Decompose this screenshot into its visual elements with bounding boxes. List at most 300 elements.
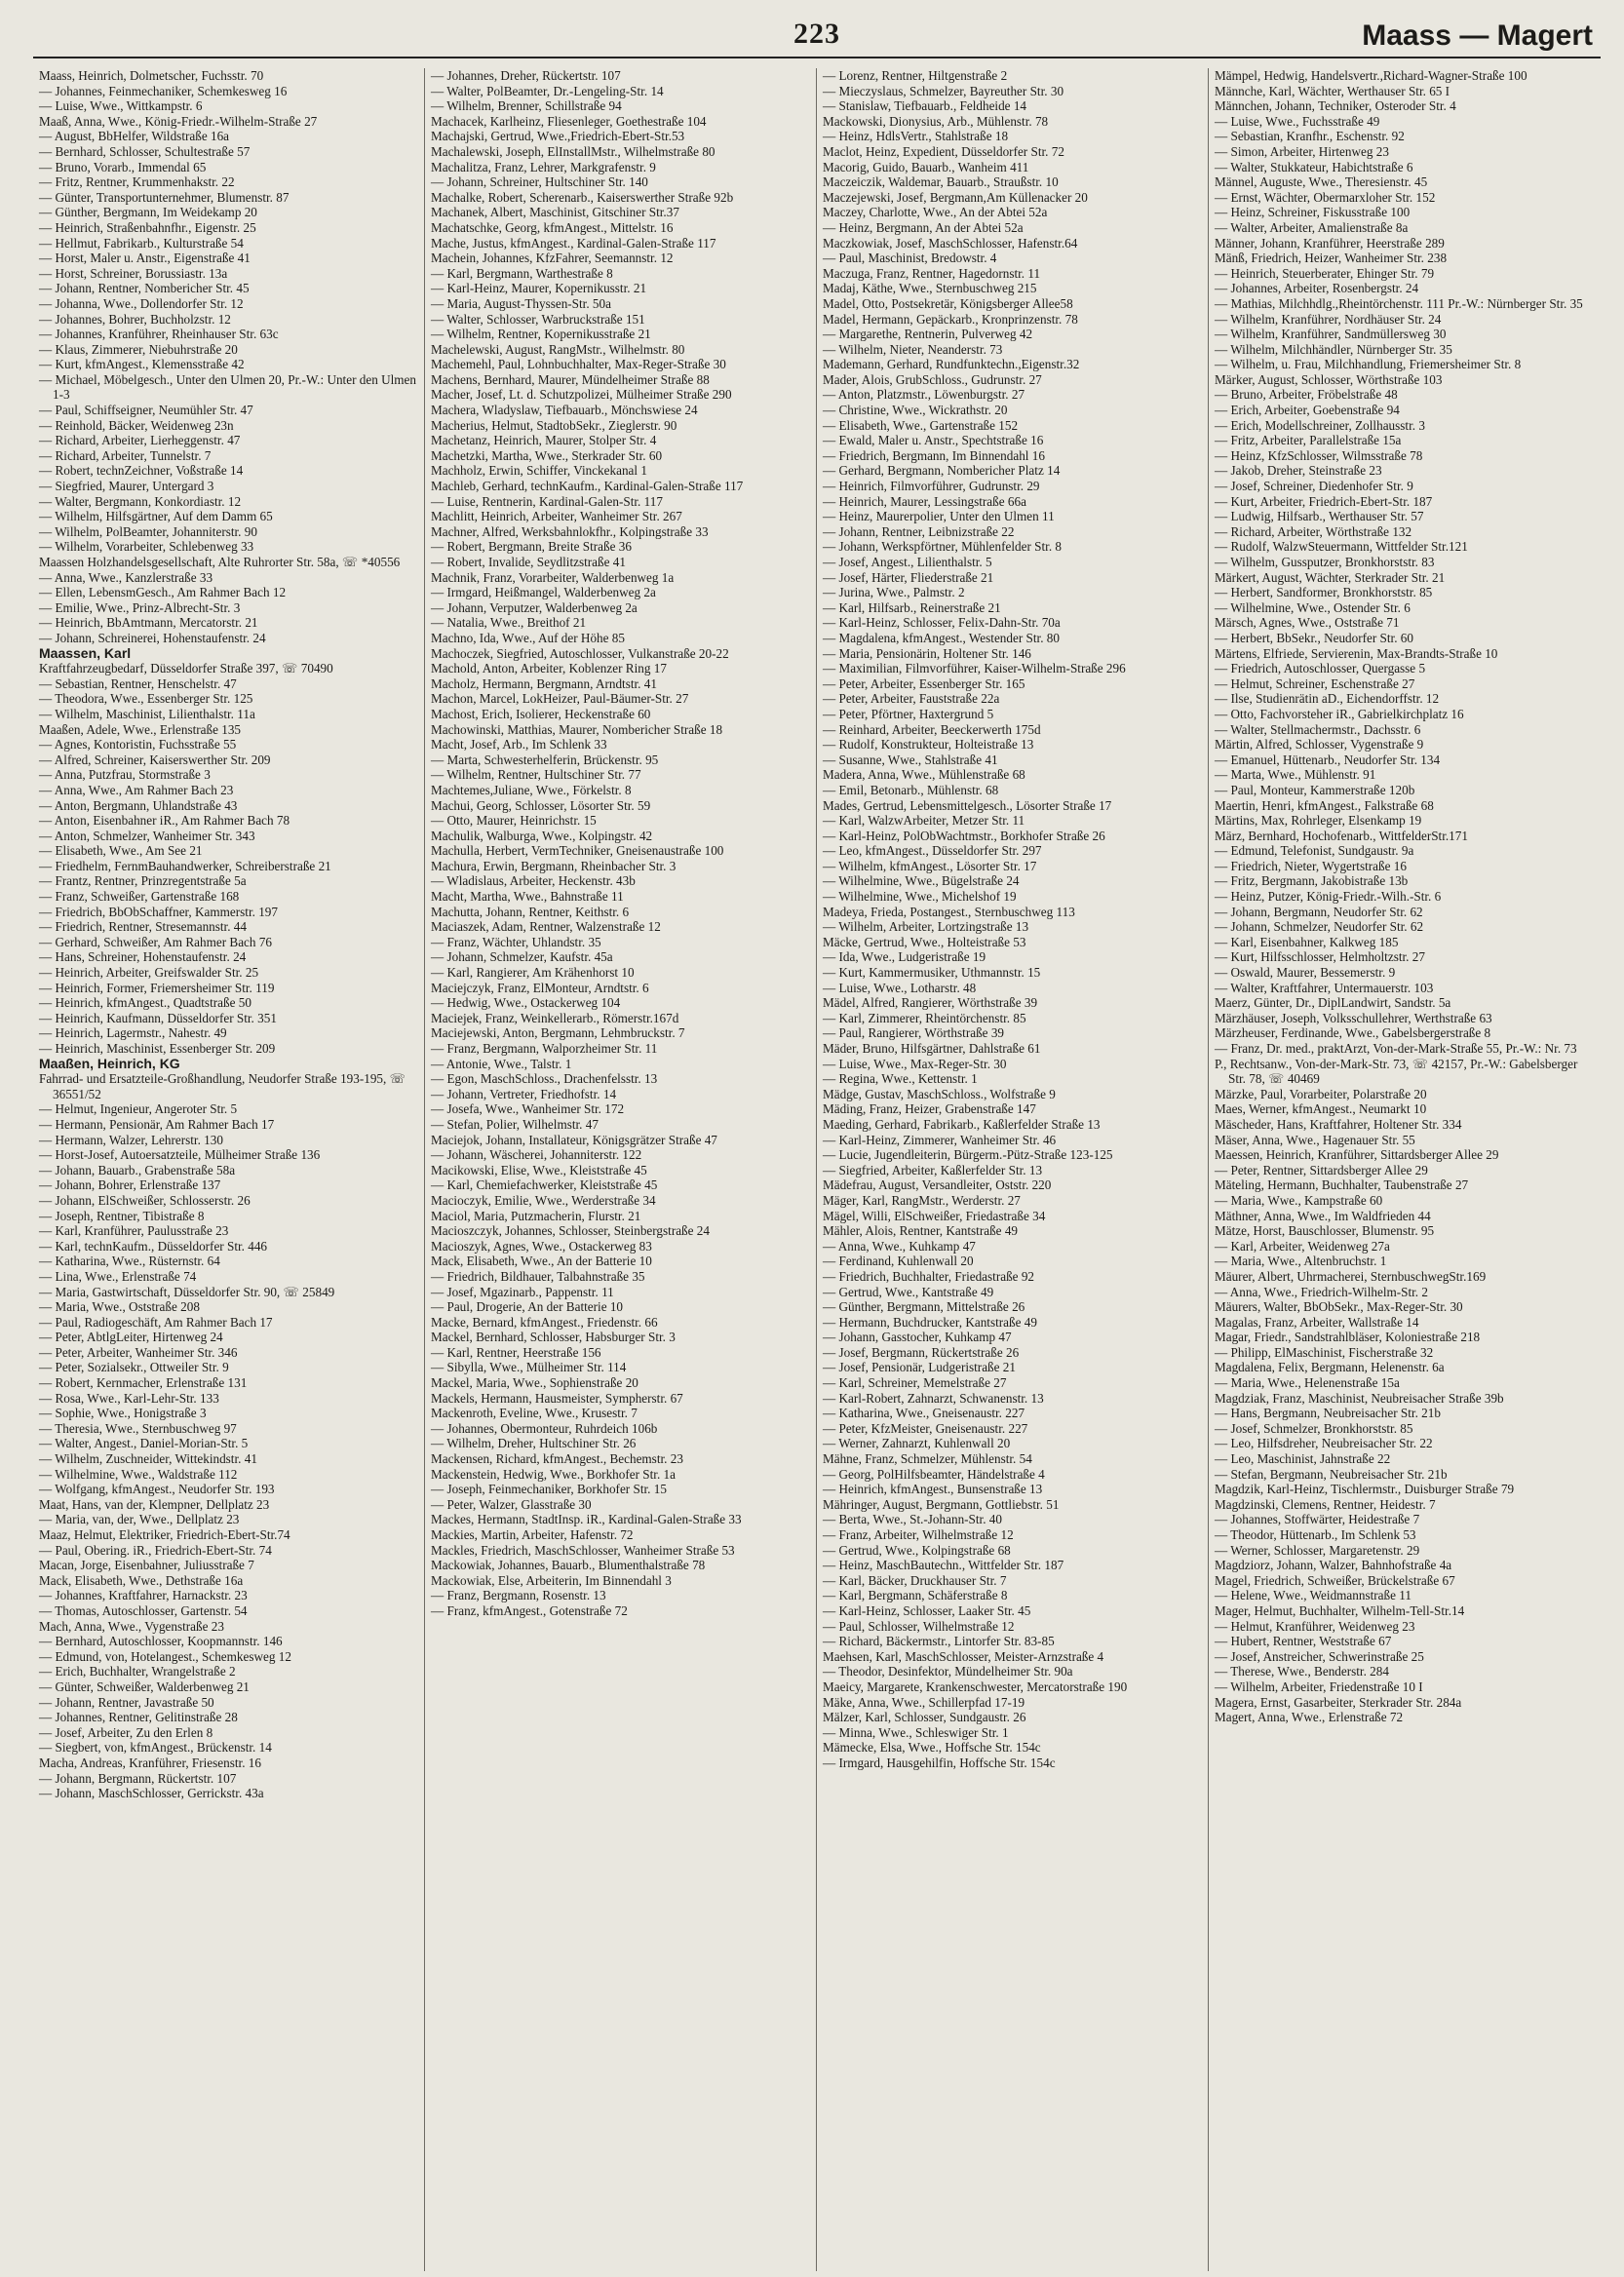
directory-entry: — Heinrich, Straßenbahnfhr., Eigenstr. 25 [39,219,256,235]
directory-entry: — Berta, Wwe., St.-Johann-Str. 40 [823,1512,1002,1527]
directory-entry: — Peter, KfzMeister, Gneisenaustr. 227 [823,1420,1028,1436]
directory-entry: — Wilhelm, Rentner, Kopernikusstraße 21 [431,327,651,342]
directory-entry: — Peter, Walzer, Glasstraße 30 [431,1496,592,1512]
directory-entry: — Wilhelm, kfmAngest., Lösorter Str. 17 [823,858,1037,873]
directory-entry: Maassen Holzhandelsgesellschaft, Alte Ruhrorter Str. 58a, ☏ *40556 [39,555,401,569]
directory-entry: Machlitt, Heinrich, Arbeiter, Wanheimer Str. 267 [431,509,682,524]
directory-entry: — Günter, Transportunternehmer, Blumenstr. 87 [39,189,290,205]
directory-entry: — Bruno, Vorarb., Immendal 65 [39,159,207,174]
directory-entry: — Ernst, Wächter, Obermarxloher Str. 152 [1215,189,1436,205]
directory-entry: — Leo, Hilfsdreher, Neubreisacher Str. 22 [1215,1436,1433,1451]
directory-entry: Magdziorz, Johann, Walzer, Bahnhofstraße 4a [1215,1558,1452,1573]
directory-entry: — Rudolf, Konstrukteur, Holteistraße 13 [823,737,1034,753]
directory-entry: — Robert, technZeichner, Voßstraße 14 [39,463,244,479]
directory-entry: — Josef, Schmelzer, Bronkhorststr. 85 [1215,1420,1413,1436]
directory-entry: Magdzinski, Clemens, Rentner, Heidestr. 7 [1215,1496,1436,1512]
directory-entry: — Franz, Schweißer, Gartenstraße 168 [39,889,240,905]
directory-entry: Madel, Otto, Postsekretär, Königsberger Allee58 [823,295,1073,311]
running-head: Maass — Magert [1362,19,1593,52]
directory-entry: Maczejewski, Josef, Bergmann,Am Küllenacker 20 [823,189,1088,205]
directory-entry: Maat, Hans, van der, Klempner, Dellplatz 23 [39,1496,270,1512]
directory-entry: Machalke, Robert, Scherenarb., Kaiserswerther Straße 92b [431,189,734,205]
directory-entry: Machoczek, Siegfried, Autoschlosser, Vulkanstraße 20-22 [431,645,729,661]
directory-entry: — Johannes, Arbeiter, Rosenbergstr. 24 [1215,281,1419,296]
directory-entry: — Johann, Schmelzer, Neudorfer Str. 62 [1215,919,1424,935]
directory-entry: Machnik, Franz, Vorarbeiter, Walderbenweg 1a [431,569,675,585]
directory-entry: — Peter, Arbeiter, Essenberger Str. 165 [823,675,1025,691]
directory-entry: Mackensen, Richard, kfmAngest., Bechemstr. 23 [431,1451,683,1467]
directory-entry: — Johann, Schreinerei, Hohenstaufenstr. 24 [39,630,266,645]
directory-entry: Mackowiak, Else, Arbeiterin, Im Binnendahl 3 [431,1572,672,1588]
directory-entry: Machno, Ida, Wwe., Auf der Höhe 85 [431,630,625,645]
directory-entry: Mäurers, Walter, BbObSekr., Max-Reger-Str. 30 [1215,1299,1463,1315]
directory-entry: — Wilhelm, Gussputzer, Bronkhorststr. 83 [1215,555,1435,569]
directory-entry: — Elisabeth, Wwe., Gartenstraße 152 [823,417,1019,433]
directory-entry: — Oswald, Maurer, Bessemerstr. 9 [1215,965,1396,981]
directory-entry: — Karl, technKaufm., Düsseldorfer Str. 446 [39,1238,268,1254]
directory-entry: — Johann, Bergmann, Neudorfer Str. 62 [1215,904,1423,919]
directory-entry: — Paul, Monteur, Kammerstraße 120b [1215,782,1415,797]
page-header [33,18,1601,58]
directory-entry: Maciejewski, Anton, Bergmann, Lehmbruckstr. 7 [431,1025,685,1041]
directory-entry: — Karl-Heinz, Schlosser, Felix-Dahn-Str. 70a [823,615,1061,631]
directory-entry: — Siegfried, Arbeiter, Kaßlerfelder Str. 13 [823,1162,1043,1177]
directory-entry: — Ferdinand, Kuhlenwall 20 [823,1254,974,1269]
directory-entry: Männche, Karl, Wächter, Werthauser Str. 65 I [1215,83,1450,98]
directory-entry: — Günter, Schweißer, Walderbenweg 21 [39,1679,250,1694]
directory-entry: Märtens, Elfriede, Servierenin, Max-Brandts-Straße 10 [1215,645,1498,661]
directory-column-4 [1209,68,1601,2271]
directory-entry: — Karl-Heinz, Schlosser, Laaker Str. 45 [823,1602,1031,1618]
directory-entry: — Heinz, MaschBautechn., Wittfelder Str. 187 [823,1558,1064,1573]
directory-entry: — Johann, Bergmann, Rückertstr. 107 [39,1770,237,1786]
directory-entry: Mänß, Friedrich, Heizer, Wanheimer Str. 238 [1215,251,1448,266]
directory-entry: — Karl, Hilfsarb., Reinerstraße 21 [823,599,1001,615]
directory-entry: — Anna, Putzfrau, Stormstraße 3 [39,767,211,783]
directory-entry: Maerz, Günter, Dr., DiplLandwirt, Sandstr. 5a [1215,995,1451,1011]
directory-entry: — Richard, Bäckermstr., Lintorfer Str. 83-85 [823,1634,1055,1649]
page-number: 223 [793,18,840,50]
directory-entry: Madera, Anna, Wwe., Mühlenstraße 68 [823,767,1025,783]
directory-entry: — Ludwig, Hilfsarb., Werthauser Str. 57 [1215,509,1424,524]
directory-entry: — Stanislaw, Tiefbauarb., Feldheide 14 [823,98,1027,114]
directory-entry: — Walter, Bergmann, Konkordiastr. 12 [39,493,242,509]
directory-entry: Magel, Friedrich, Schweißer, Brückelstraße 67 [1215,1572,1455,1588]
directory-entry: — Heinrich, Filmvorführer, Gudrunstr. 29 [823,479,1040,494]
directory-entry: Machutta, Johann, Rentner, Keithstr. 6 [431,904,630,919]
directory-entry: Mackels, Hermann, Hausmeister, Sympherstr. 67 [431,1390,683,1406]
directory-entry: Mackel, Bernhard, Schlosser, Habsburger Str. 3 [431,1330,676,1345]
directory-entry: Machulik, Walburga, Wwe., Kolpingstr. 42 [431,828,653,843]
directory-entry: — Georg, PolHilfsbeamter, Händelstraße 4 [823,1466,1045,1482]
directory-entry: — Franz, Dr. med., praktArzt, Von-der-Mark-Straße 55, Pr.-W.: Nr. 73 [1215,1041,1577,1056]
directory-entry: — Bernhard, Autoschlosser, Koopmannstr. 146 [39,1634,283,1649]
directory-entry: Mäke, Anna, Wwe., Schillerpfad 17-19 [823,1694,1025,1710]
directory-entry: Machera, Wladyslaw, Tiefbauarb., Mönchswiese 24 [431,403,698,418]
directory-columns [33,68,1601,2271]
directory-entry: — Kurt, Hilfsschlosser, Helmholtzstr. 27 [1215,949,1425,965]
directory-entry: — Johann, Bohrer, Erlenstraße 137 [39,1177,221,1193]
directory-entry: — Reinhold, Bäcker, Weidenweg 23n [39,417,234,433]
directory-entry: — Wilhelm, Maschinist, Lilienthalstr. 11a [39,706,255,721]
directory-entry: — Helmut, Schreiner, Eschenstraße 27 [1215,675,1415,691]
directory-entry: Mader, Alois, GrubSchloss., Gudrunstr. 27 [823,371,1042,387]
directory-entry: Macorig, Guido, Bauarb., Wanheim 411 [823,159,1029,174]
directory-entry: — Karl, WalzwArbeiter, Metzer Str. 11 [823,813,1025,829]
directory-entry: — Karl, Bäcker, Druckhauser Str. 7 [823,1572,1007,1588]
directory-entry: Maaßen, Adele, Wwe., Erlenstraße 135 [39,721,242,737]
directory-entry: — Paul, Radiogeschäft, Am Rahmer Bach 17 [39,1314,273,1330]
directory-entry: — Paul, Schiffseigner, Neumühler Str. 47 [39,403,253,418]
directory-entry: — Friedrich, Autoschlosser, Quergasse 5 [1215,661,1426,676]
directory-entry: Mädefrau, August, Versandleiter, Oststr. 220 [823,1177,1052,1193]
directory-entry: Machleb, Gerhard, technKaufm., Kardinal-Galen-Straße 117 [431,479,744,494]
directory-entry: — Herbert, Sandformer, Bronkhorststr. 85 [1215,585,1433,600]
directory-entry: — Karl, Eisenbahner, Kalkweg 185 [1215,934,1399,949]
directory-entry: — Peter, Arbeiter, Wanheimer Str. 346 [39,1344,238,1360]
directory-entry: Maessen, Heinrich, Kranführer, Sittardsberger Allee 29 [1215,1147,1499,1163]
directory-entry: — Franz, Bergmann, Rosenstr. 13 [431,1588,606,1603]
directory-entry: Mack, Elisabeth, Wwe., Dethstraße 16a [39,1572,244,1588]
directory-entry: — Josef, Pensionär, Ludgeristraße 21 [823,1360,1016,1375]
directory-entry: — Walter, Kraftfahrer, Untermauerstr. 103 [1215,980,1434,995]
directory-entry: Maaß, Anna, Wwe., König-Friedr.-Wilhelm-Straße 27 [39,113,318,129]
directory-entry: Magalas, Franz, Arbeiter, Wallstraße 14 [1215,1314,1419,1330]
directory-entry: — Alfred, Schreiner, Kaiserswerther Str. 209 [39,752,271,767]
directory-entry: — Josef, Anstreicher, Schwerinstraße 25 [1215,1648,1424,1664]
directory-entry: — Peter, Rentner, Sittardsberger Allee 29 [1215,1162,1428,1177]
directory-entry: — Karl, Rentner, Heerstraße 156 [431,1344,601,1360]
directory-entry: Mackies, Martin, Arbeiter, Hafenstr. 72 [431,1527,634,1542]
directory-entry: — Maria, Gastwirtschaft, Düsseldorfer Str. 90, ☏ 25849 [39,1284,335,1299]
directory-entry: — Michael, Möbelgesch., Unter den Ulmen 20, Pr.-W.: Unter den Ulmen 1-3 [39,371,416,403]
directory-entry: — Horst-Josef, Autoersatzteile, Mülheimer Straße 136 [39,1147,321,1163]
directory-entry: Machetzki, Martha, Wwe., Sterkrader Str. 60 [431,447,663,463]
directory-entry: Maass, Heinrich, Dolmetscher, Fuchsstr. 70 [39,68,264,83]
directory-entry: — Friedrich, Nieter, Wygertstraße 16 [1215,858,1407,873]
directory-entry: — Johann, Vertreter, Friedhofstr. 14 [431,1086,617,1101]
directory-entry: Machholz, Erwin, Schiffer, Vinckekanal 1 [431,463,647,479]
directory-entry: — Johannes, Stoffwärter, Heidestraße 7 [1215,1512,1420,1527]
directory-entry: Machelewski, August, RangMstr., Wilhelmstr. 80 [431,341,685,357]
directory-entry: Maes, Werner, kfmAngest., Neumarkt 10 [1215,1101,1427,1117]
directory-entry: — Günther, Bergmann, Im Weidekamp 20 [39,205,257,220]
directory-entry: Macha, Andreas, Kranführer, Friesenstr. 16 [39,1755,261,1770]
directory-entry: Maciejek, Franz, Weinkellerarb., Römerstr.167d [431,1010,679,1025]
directory-entry: — Johann, Schmelzer, Kaufstr. 45a [431,949,613,965]
directory-entry: — Karl, Bergmann, Schäferstraße 8 [823,1588,1008,1603]
directory-entry: — Anna, Wwe., Kanzlerstraße 33 [39,569,213,585]
directory-entry: — Friedrich, Bildhauer, Talbahnstraße 35 [431,1268,645,1284]
directory-entry: — Wilhelm, Brenner, Schillstraße 94 [431,98,622,114]
directory-entry: — Heinz, HdlsVertr., Stahlstraße 18 [823,129,1009,144]
directory-entry: Maclot, Heinz, Expedient, Düsseldorfer Str. 72 [823,143,1064,159]
directory-entry: — Richard, Arbeiter, Lierheggenstr. 47 [39,433,241,448]
directory-entry: — Emilie, Wwe., Prinz-Albrecht-Str. 3 [39,599,241,615]
directory-entry: — Marta, Wwe., Mühlenstr. 91 [1215,767,1376,783]
directory-entry: — Heinrich, Steuerberater, Ehinger Str. 79 [1215,265,1435,281]
directory-entry: — Wilhelm, Hilfsgärtner, Auf dem Damm 65 [39,509,273,524]
directory-entry: — Heinz, Schreiner, Fiskusstraße 100 [1215,205,1411,220]
directory-entry: — Helmut, Ingenieur, Angeroter Str. 5 [39,1101,238,1117]
directory-entry: — Leo, Maschinist, Jahnstraße 22 [1215,1451,1391,1467]
directory-entry: — Johannes, Dreher, Rückertstr. 107 [431,68,621,83]
directory-entry: — Theodor, Hüttenarb., Im Schlenk 53 [1215,1527,1416,1542]
directory-entry: — Hermann, Walzer, Lehrerstr. 130 [39,1132,223,1147]
directory-entry: — Karl, Chemiefachwerker, Kleiststraße 45 [431,1177,658,1193]
directory-entry: Märkert, August, Wächter, Sterkrader Str. 21 [1215,569,1446,585]
directory-entry: Mäser, Anna, Wwe., Hagenauer Str. 55 [1215,1132,1415,1147]
directory-entry: — Egon, MaschSchloss., Drachenfelsstr. 13 [431,1071,658,1087]
directory-entry: — Johann, Rentner, Javastraße 50 [39,1694,214,1710]
directory-entry: Maczeiczik, Waldemar, Bauarb., Straußstr. 10 [823,174,1059,190]
directory-entry: Magdziak, Franz, Maschinist, Neubreisacher Straße 39b [1215,1390,1504,1406]
directory-entry: Märtins, Max, Rohrleger, Elsenkamp 19 [1215,813,1422,829]
directory-entry: Märtin, Alfred, Schlosser, Vygenstraße 9 [1215,737,1424,753]
directory-entry: — Edmund, Telefonist, Sundgaustr. 9a [1215,843,1414,859]
directory-entry: — Heinz, Putzer, König-Friedr.-Wilh.-Str. 6 [1215,889,1442,905]
directory-entry: Mähler, Alois, Rentner, Kantstraße 49 [823,1223,1019,1239]
directory-entry: Maehsen, Karl, MaschSchlosser, Meister-Arnzstraße 4 [823,1648,1104,1664]
directory-entry: — Katharina, Wwe., Rüsternstr. 64 [39,1254,220,1269]
directory-entry: Mackles, Friedrich, MaschSchlosser, Wanheimer Straße 53 [431,1542,735,1558]
directory-entry: — Johann, Werkspförtner, Mühlenfelder Str. 8 [823,539,1063,555]
directory-entry: — Anna, Wwe., Am Rahmer Bach 23 [39,782,234,797]
directory-entry: — Hans, Bergmann, Neubreisacher Str. 21b [1215,1406,1441,1421]
directory-entry: — Wilhelmine, Wwe., Ostender Str. 6 [1215,599,1411,615]
directory-entry: — Horst, Schreiner, Borussiastr. 13a [39,265,228,281]
directory-entry: — Josef, Härter, Fliederstraße 21 [823,569,994,585]
directory-column-1 [33,68,425,2271]
directory-entry: — Werner, Zahnarzt, Kuhlenwall 20 [823,1436,1011,1451]
directory-entry: Mademann, Gerhard, Rundfunktechn.,Eigenstr.32 [823,357,1080,372]
directory-entry: — Paul, Maschinist, Bredowstr. 4 [823,251,997,266]
directory-entry: — Lorenz, Rentner, Hiltgenstraße 2 [823,68,1008,83]
directory-entry: Männer, Johann, Kranführer, Heerstraße 289 [1215,235,1445,251]
directory-entry: — Mieczyslaus, Schmelzer, Bayreuther Str. 30 [823,83,1064,98]
directory-entry: — Josef, Angest., Lilienthalstr. 5 [823,555,992,569]
directory-entry: Mämecke, Elsa, Wwe., Hoffsche Str. 154c [823,1740,1041,1756]
directory-entry: Macan, Jorge, Eisenbahner, Juliusstraße 7 [39,1558,254,1573]
directory-entry: — Luise, Wwe., Fuchsstraße 49 [1215,113,1380,129]
directory-entry: Mäder, Bruno, Hilfsgärtner, Dahlstraße 61 [823,1041,1041,1056]
directory-entry: — Therese, Wwe., Benderstr. 284 [1215,1664,1389,1679]
directory-entry: Machon, Marcel, LokHeizer, Paul-Bäumer-Str. 27 [431,691,689,707]
directory-entry: — Philipp, ElMaschinist, Fischerstraße 32 [1215,1344,1434,1360]
directory-entry: Mälzer, Karl, Schlosser, Sundgaustr. 26 [823,1710,1026,1725]
directory-entry: — Emil, Betonarb., Mühlenstr. 68 [823,782,999,797]
directory-entry: Maciejczyk, Franz, ElMonteur, Arndtstr. 6 [431,980,649,995]
directory-entry: — Josef, Bergmann, Rückertstraße 26 [823,1344,1020,1360]
directory-heading: Maassen, Karl [39,644,132,661]
directory-entry: — Erich, Modellschreiner, Zollhausstr. 3 [1215,417,1425,433]
directory-entry: — Johann, Schreiner, Hultschiner Str. 140 [431,174,648,190]
directory-entry: — Sophie, Wwe., Honigstraße 3 [39,1406,207,1421]
directory-entry: — Karl, Bergmann, Warthestraße 8 [431,265,613,281]
directory-entry: Machtemes,Juliane, Wwe., Förkelstr. 8 [431,782,632,797]
directory-entry: — Lina, Wwe., Erlenstraße 74 [39,1268,197,1284]
directory-entry: — Bernhard, Schlosser, Schultestraße 57 [39,143,251,159]
directory-entry: — Ellen, LebensmGesch., Am Rahmer Bach 12 [39,585,287,600]
directory-entry: Machens, Bernhard, Maurer, Mündelheimer Straße 88 [431,371,710,387]
directory-entry: — Walter, Angest., Daniel-Morian-Str. 5 [39,1436,249,1451]
directory-entry: Maertin, Henri, kfmAngest., Falkstraße 68 [1215,797,1434,813]
directory-entry: Maeicy, Margarete, Krankenschwester, Mercatorstraße 190 [823,1679,1128,1694]
directory-entry: — Margarethe, Rentnerin, Pulverweg 42 [823,327,1033,342]
directory-entry: Mades, Gertrud, Lebensmittelgesch., Lösorter Straße 17 [823,797,1112,813]
directory-entry: — Irmgard, Hausgehilfin, Hoffsche Str. 154c [823,1755,1056,1770]
directory-entry: — Johannes, Feinmechaniker, Schemkesweg 16 [39,83,288,98]
directory-entry: Mädge, Gustav, MaschSchloss., Wolfstraße 9 [823,1086,1056,1101]
directory-entry: — Walter, Stukkateur, Habichtstraße 6 [1215,159,1413,174]
directory-entry: — Fritz, Arbeiter, Parallelstraße 15a [1215,433,1402,448]
directory-entry: — Bruno, Arbeiter, Fröbelstraße 48 [1215,387,1398,403]
directory-entry: — Joseph, Rentner, Tibistraße 8 [39,1208,205,1223]
directory-entry: — Richard, Arbeiter, Tunnelstr. 7 [39,447,212,463]
directory-entry: Machner, Alfred, Werksbahnlokfhr., Kolpingstraße 33 [431,523,709,539]
directory-entry: Mäthner, Anna, Wwe., Im Waldfrieden 44 [1215,1208,1431,1223]
directory-entry: Mähne, Franz, Schmelzer, Mühlenstr. 54 [823,1451,1032,1467]
directory-entry: — Kurt, Arbeiter, Friedrich-Ebert-Str. 187 [1215,493,1433,509]
directory-entry: — Heinrich, Kaufmann, Düsseldorfer Str. 351 [39,1010,277,1025]
directory-entry: — Robert, Invalide, Seydlitzstraße 41 [431,555,626,569]
directory-entry: Maczey, Charlotte, Wwe., An der Abtei 52a [823,205,1048,220]
directory-entry: Magdalena, Felix, Bergmann, Helenenstr. 6a [1215,1360,1445,1375]
directory-entry: — Luise, Wwe., Wittkampstr. 6 [39,98,203,114]
directory-entry: — Heinrich, Former, Friemersheimer Str. 119 [39,980,275,995]
directory-entry: — Erich, Arbeiter, Goebenstraße 94 [1215,403,1400,418]
directory-entry: Märzke, Paul, Vorarbeiter, Polarstraße 20 [1215,1086,1427,1101]
directory-entry: Kraftfahrzeugbedarf, Düsseldorfer Straße 397, ☏ 70490 [39,661,333,676]
directory-entry: — Robert, Bergmann, Breite Straße 36 [431,539,632,555]
directory-entry: Mache, Justus, kfmAngest., Kardinal-Galen-Straße 117 [431,235,716,251]
directory-entry: — Wilhelm, Zuschneider, Wittekindstr. 41 [39,1451,257,1467]
directory-entry: — Fritz, Rentner, Krummenhakstr. 22 [39,174,235,190]
directory-entry: — Peter, Arbeiter, Fauststraße 22a [823,691,1000,707]
directory-entry: — Karl, Rangierer, Am Krähenhorst 10 [431,965,635,981]
directory-entry: — Maria, Wwe., Altenbruchstr. 1 [1215,1254,1387,1269]
directory-entry: — Hubert, Rentner, Weststraße 67 [1215,1634,1392,1649]
directory-entry: Machatschke, Georg, kfmAngest., Mittelstr. 16 [431,219,674,235]
directory-entry: — Stefan, Polier, Wilhelmstr. 47 [431,1116,599,1132]
directory-entry: — Franz, Arbeiter, Wilhelmstraße 12 [823,1527,1014,1542]
directory-entry: — Klaus, Zimmerer, Niebuhrstraße 20 [39,341,238,357]
directory-entry: — Siegbert, von, kfmAngest., Brückenstr. 14 [39,1740,272,1756]
directory-entry: — Marta, Schwesterhelferin, Brückenstr. 95 [431,752,659,767]
directory-entry: Machajski, Gertrud, Wwe.,Friedrich-Ebert-Str.53 [431,129,685,144]
directory-entry: — Walter, Schlosser, Warbruckstraße 151 [431,311,645,327]
directory-entry: — Regina, Wwe., Kettenstr. 1 [823,1071,978,1087]
directory-entry: Macholz, Hermann, Bergmann, Arndtstr. 41 [431,675,657,691]
directory-entry: — Heinz, Bergmann, An der Abtei 52a [823,219,1024,235]
directory-entry: Machacek, Karlheinz, Fliesenleger, Goethestraße 104 [431,113,707,129]
directory-entry: — Katharina, Wwe., Gneisenaustr. 227 [823,1406,1025,1421]
directory-entry: — Helene, Wwe., Weidmannstraße 11 [1215,1588,1411,1603]
directory-entry: Mackowiak, Johannes, Bauarb., Blumenthalstraße 78 [431,1558,706,1573]
directory-entry: — Johannes, Kraftfahrer, Harnackstr. 23 [39,1588,248,1603]
directory-entry: — Christine, Wwe., Wickrathstr. 20 [823,403,1008,418]
directory-entry: — Sibylla, Wwe., Mülheimer Str. 114 [431,1360,627,1375]
directory-entry: — Friedrich, Buchhalter, Friedastraße 92 [823,1268,1035,1284]
directory-entry: Macht, Martha, Wwe., Bahnstraße 11 [431,889,624,905]
directory-entry: — Friedhelm, FernmBauhandwerker, Schreiberstraße 21 [39,858,331,873]
directory-entry: — Karl, Arbeiter, Weidenweg 27a [1215,1238,1390,1254]
directory-entry: — Lucie, Jugendleiterin, Bürgerm.-Pütz-Straße 123-125 [823,1147,1113,1163]
directory-entry: — Josef, Arbeiter, Zu den Erlen 8 [39,1724,213,1740]
directory-entry: — Hermann, Buchdrucker, Kantstraße 49 [823,1314,1037,1330]
directory-entry: — Sebastian, Rentner, Henschelstr. 47 [39,675,237,691]
directory-entry: — Anton, Schmelzer, Wanheimer Str. 343 [39,828,255,843]
directory-entry: — Hedwig, Wwe., Ostackerweg 104 [431,995,621,1011]
directory-entry: — Anna, Wwe., Friedrich-Wilhelm-Str. 2 [1215,1284,1428,1299]
directory-entry: — Maria, Pensionärin, Holtener Str. 146 [823,645,1031,661]
directory-entry: — Reinhard, Arbeiter, Beeckerwerth 175d [823,721,1041,737]
directory-entry: — Johannes, Rentner, Gelitinstraße 28 [39,1710,238,1725]
directory-entry: — Walter, Stellmachermstr., Dachsstr. 6 [1215,721,1421,737]
directory-entry: Macioszyk, Agnes, Wwe., Ostackerweg 83 [431,1238,652,1254]
directory-entry: Machalitza, Franz, Lehrer, Markgrafenstr. 9 [431,159,656,174]
directory-entry: Mack, Elisabeth, Wwe., An der Batterie 10 [431,1254,652,1269]
directory-entry: — Wilhelm, Dreher, Hultschiner Str. 26 [431,1436,637,1451]
directory-entry: — Johann, Gasstocher, Kuhkamp 47 [823,1330,1012,1345]
directory-entry: — Gerhard, Bergmann, Nombericher Platz 14 [823,463,1061,479]
directory-entry: — Friedrich, Rentner, Stresemannstr. 44 [39,919,247,935]
directory-entry: Madel, Hermann, Gepäckarb., Kronprinzenstr. 78 [823,311,1078,327]
directory-entry: Machulla, Herbert, VermTechniker, Gneisenaustraße 100 [431,843,724,859]
directory-entry: — Joseph, Feinmechaniker, Borkhofer Str. 15 [431,1482,667,1497]
directory-entry: — Luise, Rentnerin, Kardinal-Galen-Str. 117 [431,493,663,509]
directory-entry: — Maria, August-Thyssen-Str. 50a [431,295,611,311]
directory-entry: — Otto, Maurer, Heinrichstr. 15 [431,813,597,829]
directory-entry: — Anton, Platzmstr., Löwenburgstr. 27 [823,387,1025,403]
directory-entry: — Walter, Arbeiter, Amalienstraße 8a [1215,219,1409,235]
directory-entry: — Günther, Bergmann, Mittelstraße 26 [823,1299,1025,1315]
directory-entry: — Karl-Heinz, Zimmerer, Wanheimer Str. 46 [823,1132,1057,1147]
directory-entry: Mätze, Horst, Bauschlosser, Blumenstr. 95 [1215,1223,1435,1239]
directory-entry: Macikowski, Elise, Wwe., Kleiststraße 45 [431,1162,647,1177]
directory-entry: — Irmgard, Heißmangel, Walderbenweg 2a [431,585,656,600]
directory-entry: Männel, Auguste, Wwe., Theresienstr. 45 [1215,174,1428,190]
directory-entry: Machold, Anton, Arbeiter, Koblenzer Ring 17 [431,661,667,676]
directory-entry: — Magdalena, kfmAngest., Westender Str. 80 [823,630,1060,645]
directory-entry: Maeding, Gerhard, Fabrikarb., Kaßlerfelder Straße 13 [823,1116,1101,1132]
directory-entry: — Johann, Verputzer, Walderbenweg 2a [431,599,638,615]
directory-entry: — Anton, Eisenbahner iR., Am Rahmer Bach 78 [39,813,290,829]
directory-entry: — Maria, Wwe., Kampstraße 60 [1215,1192,1383,1208]
directory-entry: — Heinz, Maurerpolier, Unter den Ulmen 11 [823,509,1055,524]
directory-entry: — Heinz, KfzSchlosser, Wilmsstraße 78 [1215,447,1423,463]
directory-entry: — Friedrich, BbObSchaffner, Kammerstr. 197 [39,904,278,919]
directory-entry: Maciaszek, Adam, Rentner, Walzenstraße 12 [431,919,661,935]
directory-entry: — Johannes, Obermonteur, Ruhrdeich 106b [431,1420,658,1436]
directory-entry: — Leo, kfmAngest., Düsseldorfer Str. 297 [823,843,1042,859]
directory-entry: — Antonie, Wwe., Talstr. 1 [431,1056,572,1071]
directory-entry: — Thomas, Autoschlosser, Gartenstr. 54 [39,1602,248,1618]
directory-entry: — Agnes, Kontoristin, Fuchsstraße 55 [39,737,237,753]
directory-entry: Märzheuser, Ferdinande, Wwe., Gabelsbergerstraße 8 [1215,1025,1491,1041]
directory-entry: — Minna, Wwe., Schleswiger Str. 1 [823,1724,1009,1740]
directory-entry: — Rudolf, WalzwSteuermann, Wittfelder Str.121 [1215,539,1468,555]
directory-entry: Mackenstein, Hedwig, Wwe., Borkhofer Str. 1a [431,1466,676,1482]
directory-entry: — Karl, Schreiner, Memelstraße 27 [823,1375,1007,1391]
directory-entry: Mägel, Willi, ElSchweißer, Friedastraße 34 [823,1208,1046,1223]
directory-entry: Macke, Bernard, kfmAngest., Friedenstr. 66 [431,1314,658,1330]
directory-entry: — Johann, ElSchweißer, Schlosserstr. 26 [39,1192,251,1208]
directory-entry: Magera, Ernst, Gasarbeiter, Sterkrader Str. 284a [1215,1694,1462,1710]
directory-entry: — Hellmut, Fabrikarb., Kulturstraße 54 [39,235,244,251]
directory-entry: Mach, Anna, Wwe., Vygenstraße 23 [39,1618,224,1634]
directory-entry: — Wilhelm, Arbeiter, Lortzingstraße 13 [823,919,1029,935]
